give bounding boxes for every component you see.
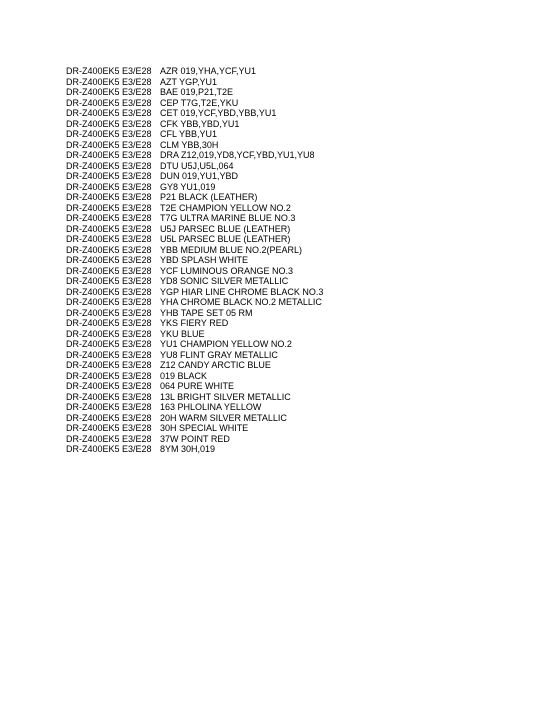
color-description: AZR 019,YHA,YCF,YU1: [160, 66, 257, 76]
list-item: [66, 423, 323, 434]
list-item: [66, 66, 323, 77]
model-code: DR-Z400EK5 E3/E28: [66, 433, 152, 444]
list-item: [66, 234, 323, 245]
model-code: DR-Z400EK5 E3/E28: [66, 87, 152, 97]
color-description: 20H WARM SILVER METALLIC: [160, 412, 287, 423]
list-item: [66, 140, 323, 151]
model-code: DR-Z400EK5 E3/E28: [66, 97, 152, 108]
list-item: [66, 350, 323, 361]
list-item: [66, 192, 323, 203]
model-code: DR-Z400EK5 E3/E28: [66, 276, 152, 286]
list-item: [66, 129, 323, 140]
list-item: [66, 381, 323, 392]
list-item: [66, 402, 323, 413]
color-description: 30H SPECIAL WHITE: [160, 423, 249, 433]
list-item: [66, 434, 323, 445]
model-code: DR-Z400EK5 E3/E28: [66, 370, 152, 381]
model-code: DR-Z400EK5 E3/E28: [66, 307, 152, 318]
color-code-list: [66, 66, 323, 455]
color-description: YHA CHROME BLACK NO.2 METALLIC: [160, 297, 322, 307]
model-code: DR-Z400EK5 E3/E28: [66, 223, 152, 234]
color-description: AZT YGP,YU1: [160, 76, 218, 87]
list-item: [66, 360, 323, 371]
model-code: DR-Z400EK5 E3/E28: [66, 139, 152, 150]
color-description: YU1 CHAMPION YELLOW NO.2: [160, 339, 292, 349]
model-code: DR-Z400EK5 E3/E28: [66, 108, 152, 118]
list-item: [66, 255, 323, 266]
list-item: [66, 339, 323, 350]
color-description: YD8 SONIC SILVER METALLIC: [160, 276, 289, 286]
model-code: DR-Z400EK5 E3/E28: [66, 192, 152, 202]
model-code: DR-Z400EK5 E3/E28: [66, 328, 152, 339]
color-description: YGP HIAR LINE CHROME BLACK NO.3: [160, 286, 324, 297]
color-description: YBD SPLASH WHITE: [160, 255, 249, 265]
list-item: [66, 203, 323, 214]
list-item: [66, 161, 323, 172]
model-code: DR-Z400EK5 E3/E28: [66, 286, 152, 297]
list-item: [66, 392, 323, 403]
color-description: 064 PURE WHITE: [160, 381, 235, 391]
color-description: 13L BRIGHT SILVER METALLIC: [160, 391, 291, 402]
model-code: DR-Z400EK5 E3/E28: [66, 129, 152, 139]
model-code: DR-Z400EK5 E3/E28: [66, 412, 152, 423]
model-code: DR-Z400EK5 E3/E28: [66, 171, 152, 181]
model-code: DR-Z400EK5 E3/E28: [66, 213, 152, 223]
list-item: [66, 413, 323, 424]
list-item: [66, 119, 323, 130]
list-item: [66, 371, 323, 382]
color-description: U5J PARSEC BLUE (LEATHER): [160, 223, 291, 234]
model-code: DR-Z400EK5 E3/E28: [66, 349, 152, 360]
list-item: [66, 245, 323, 256]
list-item: [66, 108, 323, 119]
list-item: [66, 98, 323, 109]
color-description: 8YM 30H,019: [160, 444, 216, 454]
model-code: DR-Z400EK5 E3/E28: [66, 160, 152, 171]
model-code: DR-Z400EK5 E3/E28: [66, 150, 152, 160]
list-item: [66, 77, 323, 88]
model-code: DR-Z400EK5 E3/E28: [66, 202, 152, 213]
list-item: [66, 287, 323, 298]
color-description: YCF LUMINOUS ORANGE NO.3: [160, 265, 294, 276]
color-description: YKS FIERY RED: [160, 318, 229, 328]
list-item: [66, 329, 323, 340]
color-description: 37W POINT RED: [160, 433, 230, 444]
model-code: DR-Z400EK5 E3/E28: [66, 360, 152, 370]
list-item: [66, 171, 323, 182]
list-item: [66, 87, 323, 98]
model-code: DR-Z400EK5 E3/E28: [66, 297, 152, 307]
model-code: DR-Z400EK5 E3/E28: [66, 339, 152, 349]
color-description: U5L PARSEC BLUE (LEATHER): [160, 234, 291, 244]
color-description: 019 BLACK: [160, 370, 208, 381]
color-description: Z12 CANDY ARCTIC BLUE: [160, 360, 271, 370]
model-code: DR-Z400EK5 E3/E28: [66, 318, 152, 328]
color-description: DRA Z12,019,YD8,YCF,YBD,YU1,YU8: [160, 150, 315, 160]
list-item: [66, 213, 323, 224]
model-code: DR-Z400EK5 E3/E28: [66, 244, 152, 255]
color-description: YKU BLUE: [160, 328, 205, 339]
list-item: [66, 297, 323, 308]
color-description: 163 PHLOLINA YELLOW: [160, 402, 262, 412]
model-code: DR-Z400EK5 E3/E28: [66, 265, 152, 276]
model-code: DR-Z400EK5 E3/E28: [66, 444, 152, 454]
list-item: [66, 266, 323, 277]
color-description: DUN 019,YU1,YBD: [160, 171, 239, 181]
color-description: CFK YBB,YBD,YU1: [160, 118, 240, 129]
list-item: [66, 276, 323, 287]
color-description: CEP T7G,T2E,YKU: [160, 97, 239, 108]
color-description: P21 BLACK (LEATHER): [160, 192, 258, 202]
list-item: [66, 150, 323, 161]
color-description: CFL YBB,YU1: [160, 129, 218, 139]
model-code: DR-Z400EK5 E3/E28: [66, 402, 152, 412]
color-description: YHB TAPE SET 05 RM: [160, 307, 253, 318]
color-description: CLM YBB,30H: [160, 139, 219, 150]
color-description: CET 019,YCF,YBD,YBB,YU1: [160, 108, 277, 118]
model-code: DR-Z400EK5 E3/E28: [66, 66, 152, 76]
color-description: GY8 YU1,019: [160, 181, 216, 192]
color-description: DTU U5J,U5L,064: [160, 160, 234, 171]
model-code: DR-Z400EK5 E3/E28: [66, 234, 152, 244]
list-item: [66, 444, 323, 455]
model-code: DR-Z400EK5 E3/E28: [66, 423, 152, 433]
list-item: [66, 182, 323, 193]
color-description: T2E CHAMPION YELLOW NO.2: [160, 202, 291, 213]
model-code: DR-Z400EK5 E3/E28: [66, 391, 152, 402]
list-item: [66, 308, 323, 319]
list-item: [66, 318, 323, 329]
model-code: DR-Z400EK5 E3/E28: [66, 255, 152, 265]
color-description: T7G ULTRA MARINE BLUE NO.3: [160, 213, 296, 223]
color-description: BAE 019,P21,T2E: [160, 87, 234, 97]
model-code: DR-Z400EK5 E3/E28: [66, 381, 152, 391]
model-code: DR-Z400EK5 E3/E28: [66, 181, 152, 192]
model-code: DR-Z400EK5 E3/E28: [66, 76, 152, 87]
color-description: YBB MEDIUM BLUE NO.2(PEARL): [160, 244, 303, 255]
model-code: DR-Z400EK5 E3/E28: [66, 118, 152, 129]
color-description: YU8 FLINT GRAY METALLIC: [160, 349, 278, 360]
list-item: [66, 224, 323, 235]
